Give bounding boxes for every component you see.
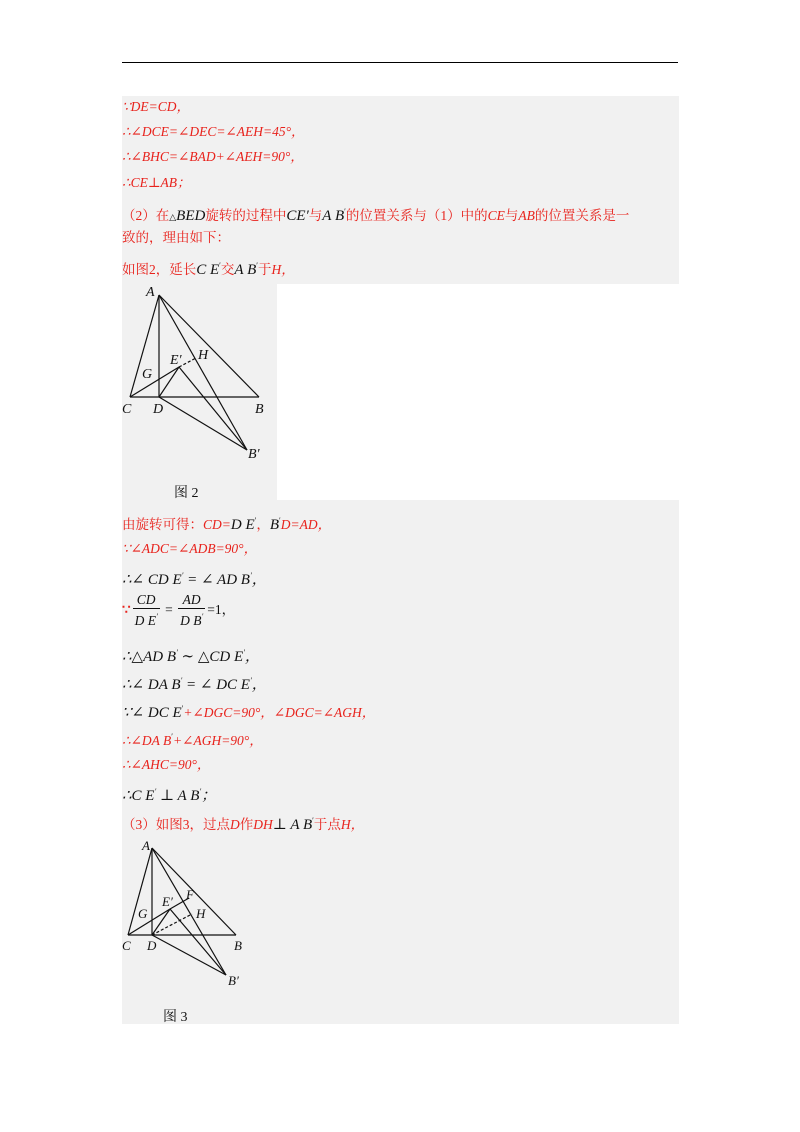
- prime-mark: ′: [344, 207, 346, 216]
- label-b: B: [234, 938, 242, 953]
- segment-ce-prime-3: ∴C E: [122, 788, 155, 804]
- line-bhc-90: ∴∠BHC=∠BAD+∠AEH=90°，: [122, 149, 304, 164]
- line-adc-adb-90: ∵∠ADC=∠ADB=90°，: [122, 541, 258, 556]
- seg-db-prime: [159, 397, 247, 450]
- label-g: G: [142, 367, 153, 382]
- line-de-eq-cd: ∵DE=CD，: [122, 99, 190, 114]
- semicolon: ；: [201, 788, 217, 804]
- triangle-adb-prime: ∴△AD B: [122, 649, 176, 665]
- line-angle-dab-eq-dce: [122, 672, 267, 694]
- line-dab-agh-90: [122, 728, 263, 750]
- bd-equals-ad: D=AD，: [280, 517, 332, 532]
- point-h: H，: [271, 262, 295, 277]
- label-b-prime: B′: [248, 447, 260, 462]
- line-by-rotation: [122, 512, 331, 534]
- label-g: G: [138, 906, 148, 921]
- point-b-prime: B: [269, 517, 280, 533]
- segment-ab: AB: [518, 208, 535, 223]
- label-b: B: [255, 402, 264, 417]
- angle-cde-prime: ∴∠ CD E: [122, 572, 182, 588]
- because-symbol: ∵: [122, 602, 131, 617]
- line-ahc-90: ∴∠AHC=90°，: [122, 757, 211, 772]
- extend-text-c: 于: [257, 262, 272, 277]
- line-similar-triangles: [122, 644, 260, 666]
- prime-mark: ′: [256, 261, 258, 270]
- fraction-cd-de: [133, 592, 160, 629]
- label-e-prime: E′: [170, 353, 182, 368]
- part2-prefix: （2）在: [122, 208, 170, 223]
- comma: ，: [244, 649, 260, 665]
- seg-dh-dashed: [152, 914, 192, 935]
- extend-prefix: 如图2，延长: [122, 262, 197, 277]
- line-ce-perp-ab-prime: [122, 783, 216, 805]
- agh-sum: +∠AGH=90°，: [173, 733, 263, 748]
- line-dce-dgc-90: [122, 700, 375, 722]
- label-h: H: [198, 348, 209, 363]
- segment-dh: DH: [253, 817, 273, 832]
- perp-ab-prime: ⊥ A B: [156, 788, 200, 804]
- prime-mark: ′: [199, 787, 202, 796]
- angle-dce-prime-2: ∵∠ DC E: [122, 705, 182, 721]
- rotation-prefix: 由旋转可得：: [122, 517, 203, 532]
- part2-text-d: 的位置关系与（1）中的: [345, 208, 488, 223]
- seg-ab-prime: [152, 848, 226, 975]
- point-h-2: H，: [340, 817, 365, 832]
- label-f: F: [186, 887, 194, 902]
- prime-mark: ′: [180, 676, 183, 685]
- denominator-de: D E: [134, 613, 156, 629]
- prime-mark: ′: [219, 261, 221, 270]
- segment-ce-prime: CE′: [286, 208, 309, 224]
- prime-mark: ′: [171, 732, 174, 741]
- triangle-bed: BED: [176, 208, 206, 224]
- segment-ab-prime: A B: [322, 208, 345, 224]
- header-rule: [122, 62, 678, 63]
- solution-shade-right: [254, 838, 679, 1024]
- line-ratio-equals-one: ∵ $\frac{CD}{D E'}$ = $\frac{AD}{D B'}$ =1，: [122, 592, 236, 629]
- part3-text-c: 于点: [313, 817, 341, 832]
- point-d: D: [230, 817, 240, 832]
- triangle-cde-prime: ∼ △CD E: [177, 649, 244, 665]
- segment-de-prime: D E: [230, 517, 255, 533]
- comma: ，: [251, 677, 267, 693]
- extend-text-b: 交: [220, 262, 235, 277]
- label-d: D: [147, 938, 157, 953]
- label-a: A: [146, 285, 155, 300]
- line-extend-ce: [122, 257, 295, 279]
- dgc-relations: +∠DGC=90°，∠DGC=∠AGH，: [183, 705, 376, 720]
- cd-equals: CD=: [203, 517, 231, 532]
- numerator-ad: AD: [178, 592, 205, 609]
- seg-ab: [159, 295, 259, 397]
- line-angles-45: ∴∠DCE=∠DEC=∠AEH=45°，: [122, 124, 305, 139]
- prime-mark: ′: [254, 516, 257, 525]
- prime-mark: ′: [312, 816, 314, 825]
- part3-text-b: 作: [239, 817, 254, 832]
- prime-mark: ′: [176, 648, 178, 657]
- fraction-ad-db: [178, 592, 205, 629]
- equals-one: =1，: [207, 602, 236, 617]
- figure-3: [122, 838, 254, 1024]
- label-h: H: [196, 906, 206, 921]
- label-b-prime: B′: [228, 973, 239, 988]
- seg-ab: [152, 848, 236, 935]
- numerator-cd: CD: [133, 592, 160, 609]
- prime-mark: ′: [154, 787, 157, 796]
- prime-mark: ′: [249, 676, 252, 685]
- angle-dce-prime: = ∠ DC E: [182, 677, 250, 693]
- seg-de-prime: [152, 909, 170, 935]
- label-d: D: [153, 402, 164, 417]
- denominator-db: D B: [180, 613, 202, 629]
- prime-mark: ′: [243, 648, 245, 657]
- figure-3-caption: 图 3: [163, 1010, 188, 1025]
- segment-ab-prime-2: A B: [234, 262, 257, 278]
- prime-mark: ′: [181, 571, 184, 580]
- figure-2: [122, 282, 277, 500]
- part2-text-b: 旋转的过程中: [205, 208, 287, 223]
- line-part3-statement: [122, 812, 364, 834]
- segment-ce: CE: [487, 208, 505, 223]
- part2-text-e: 与: [504, 208, 519, 223]
- label-c: C: [122, 402, 132, 417]
- perp-ab-prime-2: ⊥ A B: [272, 817, 313, 833]
- part2-text-c: 与: [308, 208, 323, 223]
- seg-de-prime: [159, 367, 179, 397]
- prime-mark: ′: [201, 612, 204, 622]
- part2-text-f: 的位置关系是一: [534, 208, 630, 223]
- prime-mark: ′: [279, 516, 281, 525]
- line-part2-statement: [122, 203, 629, 226]
- prime-mark: ′: [181, 704, 184, 713]
- seg-e-b-prime: [179, 367, 247, 450]
- comma: ，: [251, 572, 267, 588]
- angle-dab-prime-2: ∴∠DA B: [122, 733, 172, 748]
- prime-mark: ′: [155, 612, 158, 622]
- figure-2-caption: 图 2: [174, 486, 199, 501]
- line-ce-perp-ab: ∴CE⊥AB；: [122, 175, 191, 190]
- seg-ab-prime: [159, 295, 247, 450]
- label-e-prime: E′: [162, 894, 173, 909]
- prime-mark: ′: [249, 571, 252, 580]
- label-c: C: [122, 938, 131, 953]
- line-angle-cde-eq-adb: [122, 567, 267, 589]
- rotation-comma: ，: [256, 517, 270, 532]
- angle-dab-prime: ∴∠ DA B: [122, 677, 181, 693]
- line-reason-follows: 致的，理由如下：: [122, 230, 230, 245]
- triangle-symbol: △: [169, 212, 177, 222]
- segment-ce-prime-2: C E: [196, 262, 220, 278]
- part3-prefix: （3）如图3，过点: [122, 817, 230, 832]
- label-a: A: [142, 838, 150, 853]
- angle-adb-prime: = ∠ AD B: [183, 572, 250, 588]
